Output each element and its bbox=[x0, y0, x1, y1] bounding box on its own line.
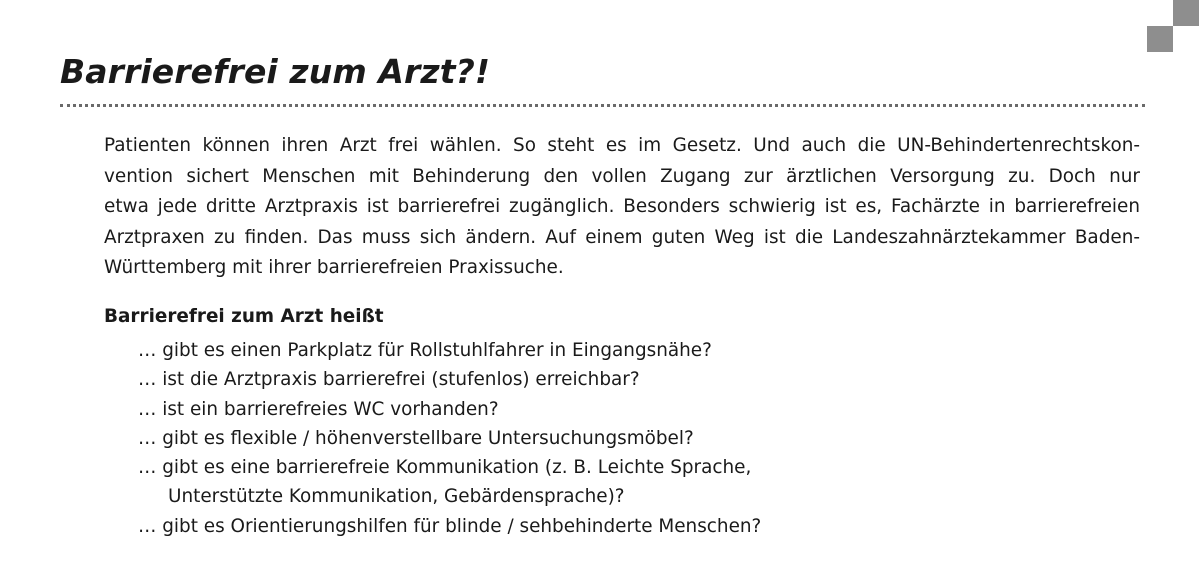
corner-decoration bbox=[1118, 0, 1200, 52]
checklist-item: … gibt es Orientierungshilfen für blinde / sehbehinderte Menschen? bbox=[138, 515, 762, 537]
checklist bbox=[138, 336, 761, 541]
checklist-item-text: … gibt es eine barrierefreie Kommunikation (z. B. Leichte Sprache, bbox=[138, 457, 752, 479]
checklist-item: … gibt es einen Parkplatz für Rollstuhlfahrer in Eingangsnähe? bbox=[138, 340, 712, 361]
intro-line: etwa jede dritte Arztpraxis ist barrierefrei zugänglich. Besonders schwierig ist es, Fachärzte in barrierefreien bbox=[104, 196, 1140, 217]
checklist-item bbox=[138, 453, 761, 512]
checklist-item: … gibt es flexible / höhenverstellbare Untersuchungsmöbel? bbox=[138, 427, 694, 449]
corner-square-top bbox=[1173, 0, 1199, 26]
dotted-divider bbox=[60, 104, 1145, 107]
page-title: Barrierefrei zum Arzt?! bbox=[60, 52, 490, 91]
checklist-item: … ist ein barrierefreies WC vorhanden? bbox=[138, 398, 499, 420]
intro-line: Patienten können ihren Arzt frei wählen. So steht es im Gesetz. Und auch die UN-Behindertenrechtskon- bbox=[104, 135, 1140, 156]
intro-line: Württemberg mit ihrer barrierefreien Praxissuche. bbox=[104, 257, 564, 278]
intro-line: Arztpraxen zu finden. Das muss sich ändern. Auf einem guten Weg ist die Landeszahnärztekammer Baden- bbox=[104, 226, 1140, 248]
corner-square-bottom bbox=[1147, 26, 1173, 52]
intro-paragraph bbox=[104, 131, 1140, 284]
checklist-item-continuation: Unterstützte Kommunikation, Gebärdensprache)? bbox=[168, 486, 625, 508]
checklist-heading: Barrierefrei zum Arzt heißt bbox=[104, 306, 384, 327]
intro-line: vention sichert Menschen mit Behinderung den vollen Zugang zur ärztlichen Versorgung zu. Doch nur bbox=[104, 165, 1140, 187]
checklist-item: … ist die Arztpraxis barrierefrei (stufenlos) erreichbar? bbox=[138, 369, 640, 391]
